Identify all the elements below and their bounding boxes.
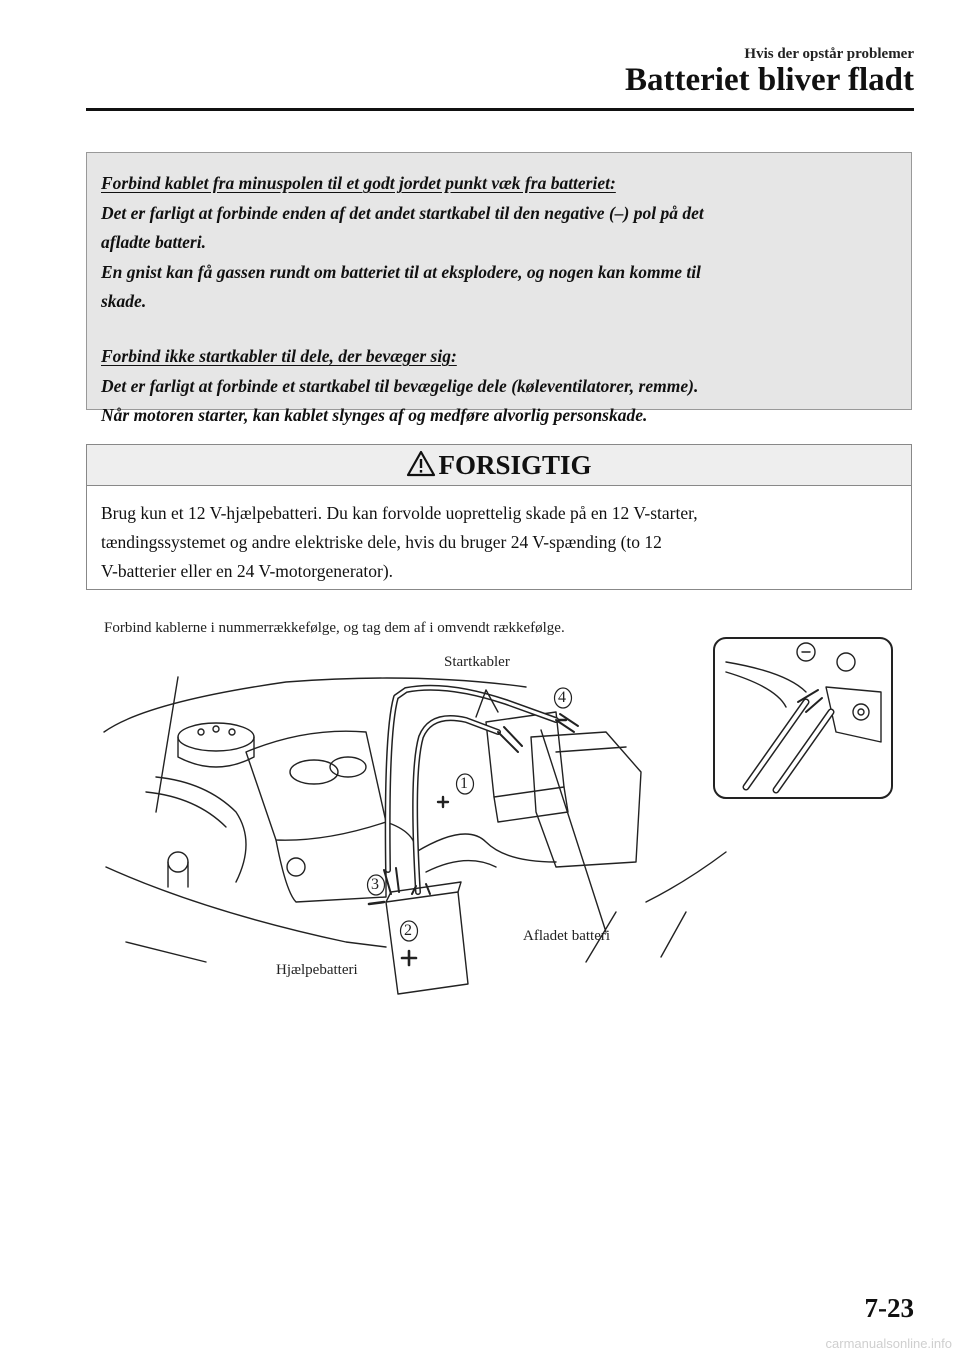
caution-line: Brug kun et 12 V-hjælpebatteri. Du kan forvolde uoprettelig skade på en 12 V-starter, — [101, 503, 698, 523]
warning-heading-1: Forbind kablet fra minuspolen til et godt jordet punkt væk fra batteriet: — [101, 173, 616, 193]
caution-line: V-batterier eller en 24 V-motorgenerator). — [101, 561, 394, 581]
watermark-url: carmanualsonline.info — [825, 1336, 952, 1351]
warning-line: skade. — [101, 291, 147, 312]
step-2-label: 2 — [404, 922, 412, 939]
step-3-label: 3 — [371, 876, 379, 893]
label-afladet-batteri: Afladet batteri — [523, 928, 611, 944]
section-title: Hvis der opstår problemer — [744, 46, 914, 62]
engine-bay-illustration — [86, 612, 914, 1012]
warning-triangle-icon — [406, 450, 436, 477]
step-1-label: 1 — [460, 775, 468, 792]
page-number: 7-23 — [864, 1293, 914, 1323]
warning-box — [86, 152, 912, 426]
warning-line: Det er farligt at forbinde et startkabel til bevægelige dele (køleventilatorer, remme). — [101, 375, 699, 396]
caution-title: FORSIGTIG — [438, 450, 592, 480]
warning-line: Når motoren starter, kan kablet slynges af og medføre alvorlig personskade. — [101, 405, 648, 426]
caution-line: tændingssystemet og andre elektriske dele, hvis du bruger 24 V-spænding (to 12 — [101, 532, 662, 552]
caution-body — [87, 486, 911, 586]
step-4-label: 4 — [558, 689, 566, 706]
caution-header — [87, 445, 911, 486]
page-title: Batteriet bliver fladt — [625, 62, 914, 98]
caution-box — [86, 444, 912, 590]
warning-line: Det er farligt at forbinde enden af det andet startkabel til den negative (–) pol på det — [101, 202, 704, 223]
warning-line: En gnist kan få gassen rundt om batteriet til at eksplodere, og nogen kan komme til — [101, 261, 701, 282]
warning-line: afladte batteri. — [101, 232, 206, 253]
paragraph-gap — [101, 317, 895, 342]
label-startkabler: Startkabler — [444, 654, 510, 670]
warning-heading-2: Forbind ikke startkabler til dele, der bevæger sig: — [101, 345, 457, 366]
label-hjaelpebatteri: Hjælpebatteri — [276, 962, 358, 978]
figure-caption: Forbind kablerne i nummerrækkefølge, og tag dem af i omvendt rækkefølge. — [104, 620, 565, 636]
header-rule — [86, 108, 914, 111]
jump-start-figure — [86, 612, 914, 1012]
